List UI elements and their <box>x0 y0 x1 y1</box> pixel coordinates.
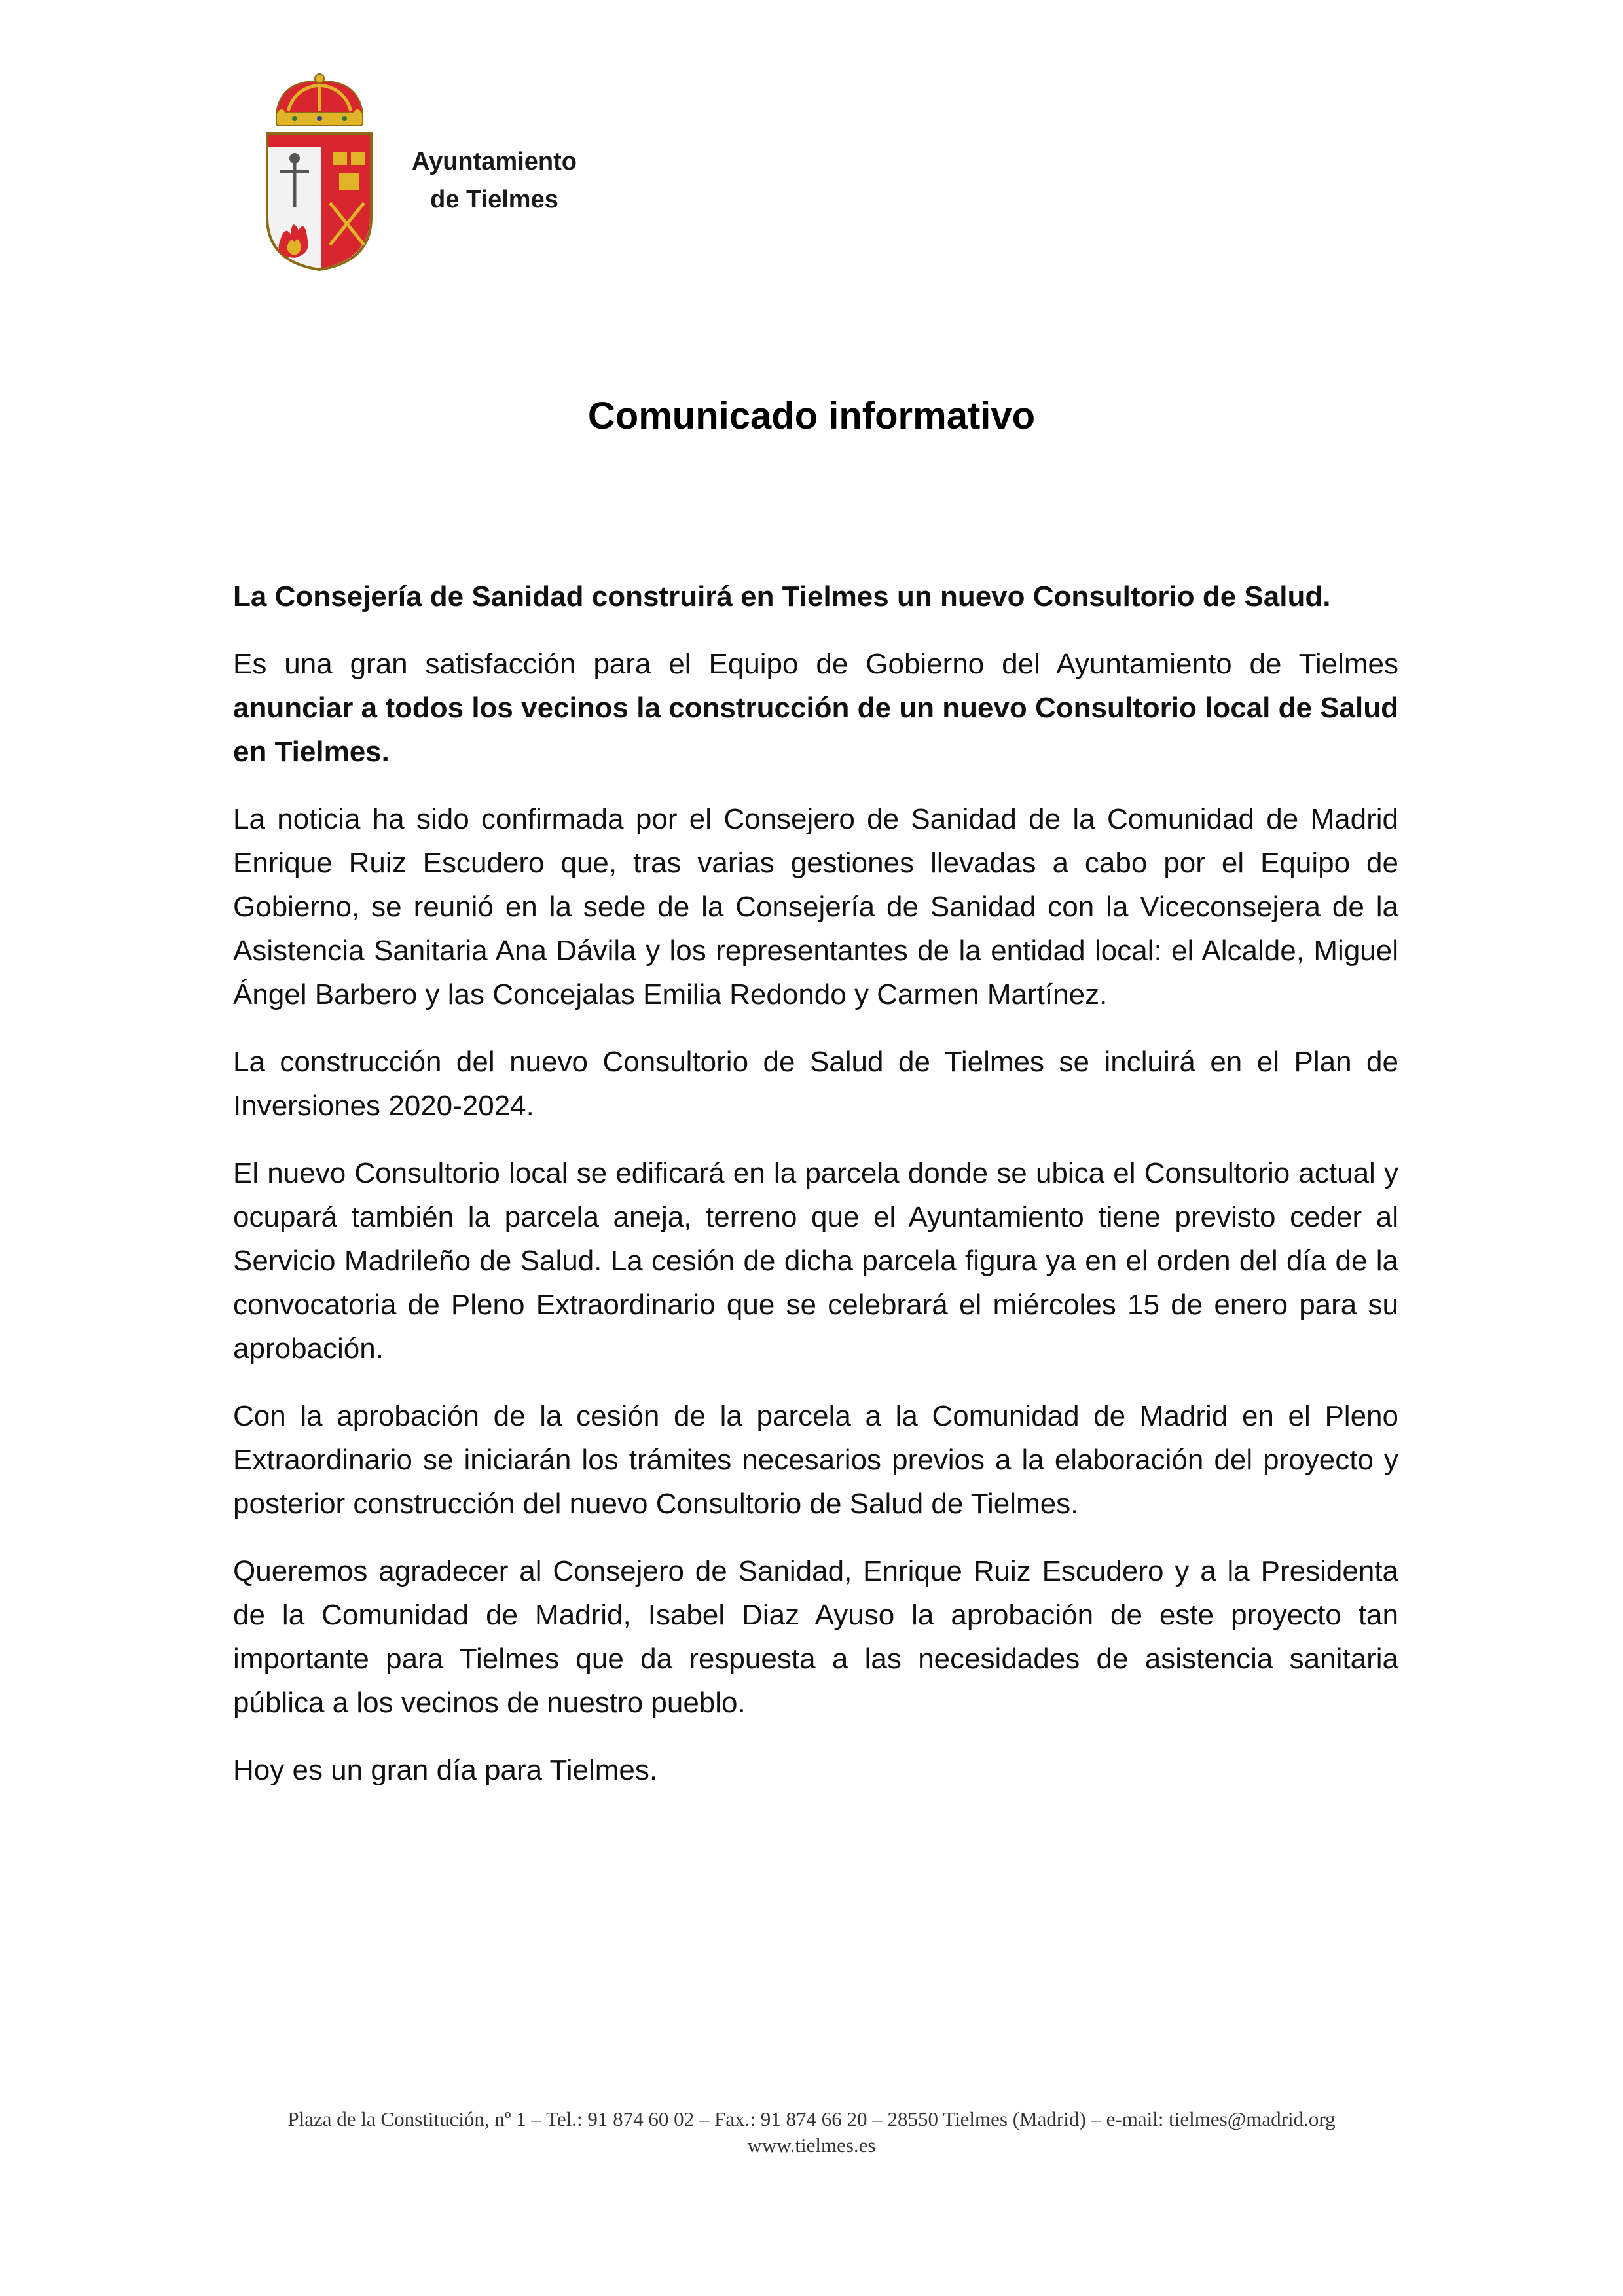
document-title: Comunicado informativo <box>587 395 1036 437</box>
paragraph-confirmation: La noticia ha sido confirmada por el Consejero de Sanidad de la Comunidad de Madrid Enrique Ruiz Escudero que, tras varias gestiones llevadas a cabo por el Equipo de Gobierno, se reunió en la sede de la Consejería de Sanidad con la Viceconsejera de la Asistencia Sanitaria Ana Dávila y los representantes de la entidad local: el Alcalde, Miguel Ángel Barbero y las Concejalas Emilia Redondo y Carmen Martínez. <box>233 803 1398 1011</box>
footer-website: www.tielmes.es <box>747 2134 876 2157</box>
paragraph-approval: Con la aprobación de la cesión de la parcela a la Comunidad de Madrid en el Pleno Extraordinario se iniciarán los trámites necesarios previos a la elaboración del proyecto y posterior construcción del nuevo Consultorio de Salud de Tielmes. <box>233 1400 1398 1520</box>
organization-name <box>396 143 593 219</box>
footer-address: Plaza de la Constitución, nº 1 – Tel.: 91 874 60 02 – Fax.: 91 874 66 20 – 28550 Tielmes (Madrid) – e-mail: tielmes@madrid.org <box>287 2108 1336 2130</box>
paragraph-announcement-intro: Es una gran satisfacción para el Equipo de Gobierno del Ayuntamiento de Tielmes <box>233 648 1398 680</box>
paragraph-investment-plan: La construcción del nuevo Consultorio de Salud de Tielmes se incluirá en el Plan de Inversiones 2020-2024. <box>233 1046 1398 1122</box>
document-body <box>233 575 1398 1816</box>
headline: La Consejería de Sanidad construirá en Tielmes un nuevo Consultorio de Salud. <box>233 581 1331 613</box>
paragraph-thanks: Queremos agradecer al Consejero de Sanidad, Enrique Ruiz Escudero y a la Presidenta de la Comunidad de Madrid, Isabel Diaz Ayuso la aprobación de este proyecto tan importante para Tielmes que da respuesta a las necesidades de asistencia sanitaria pública a los vecinos de nuestro pueblo. <box>233 1555 1398 1719</box>
organization-name-line2: de Tielmes <box>430 186 558 213</box>
organization-name-line1: Ayuntamiento <box>412 148 577 175</box>
paragraph-announcement-bold: anunciar a todos los vecinos la construcción de un nuevo Consultorio local de Salud en Tielmes. <box>233 692 1398 768</box>
coat-of-arms-icon <box>262 73 376 273</box>
paragraph-announcement <box>233 642 1398 774</box>
footer <box>0 2106 1623 2159</box>
paragraph-parcel: El nuevo Consultorio local se edificará en la parcela donde se ubica el Consultorio actual y ocupará también la parcela aneja, terreno que el Ayuntamiento tiene previsto ceder al Servicio Madrileño de Salud. La cesión de dicha parcela figura ya en el orden del día de la convocatoria de Pleno Extraordinario que se celebrará el miércoles 15 de enero para su aprobación. <box>233 1157 1398 1365</box>
paragraph-closing: Hoy es un gran día para Tielmes. <box>233 1754 658 1786</box>
